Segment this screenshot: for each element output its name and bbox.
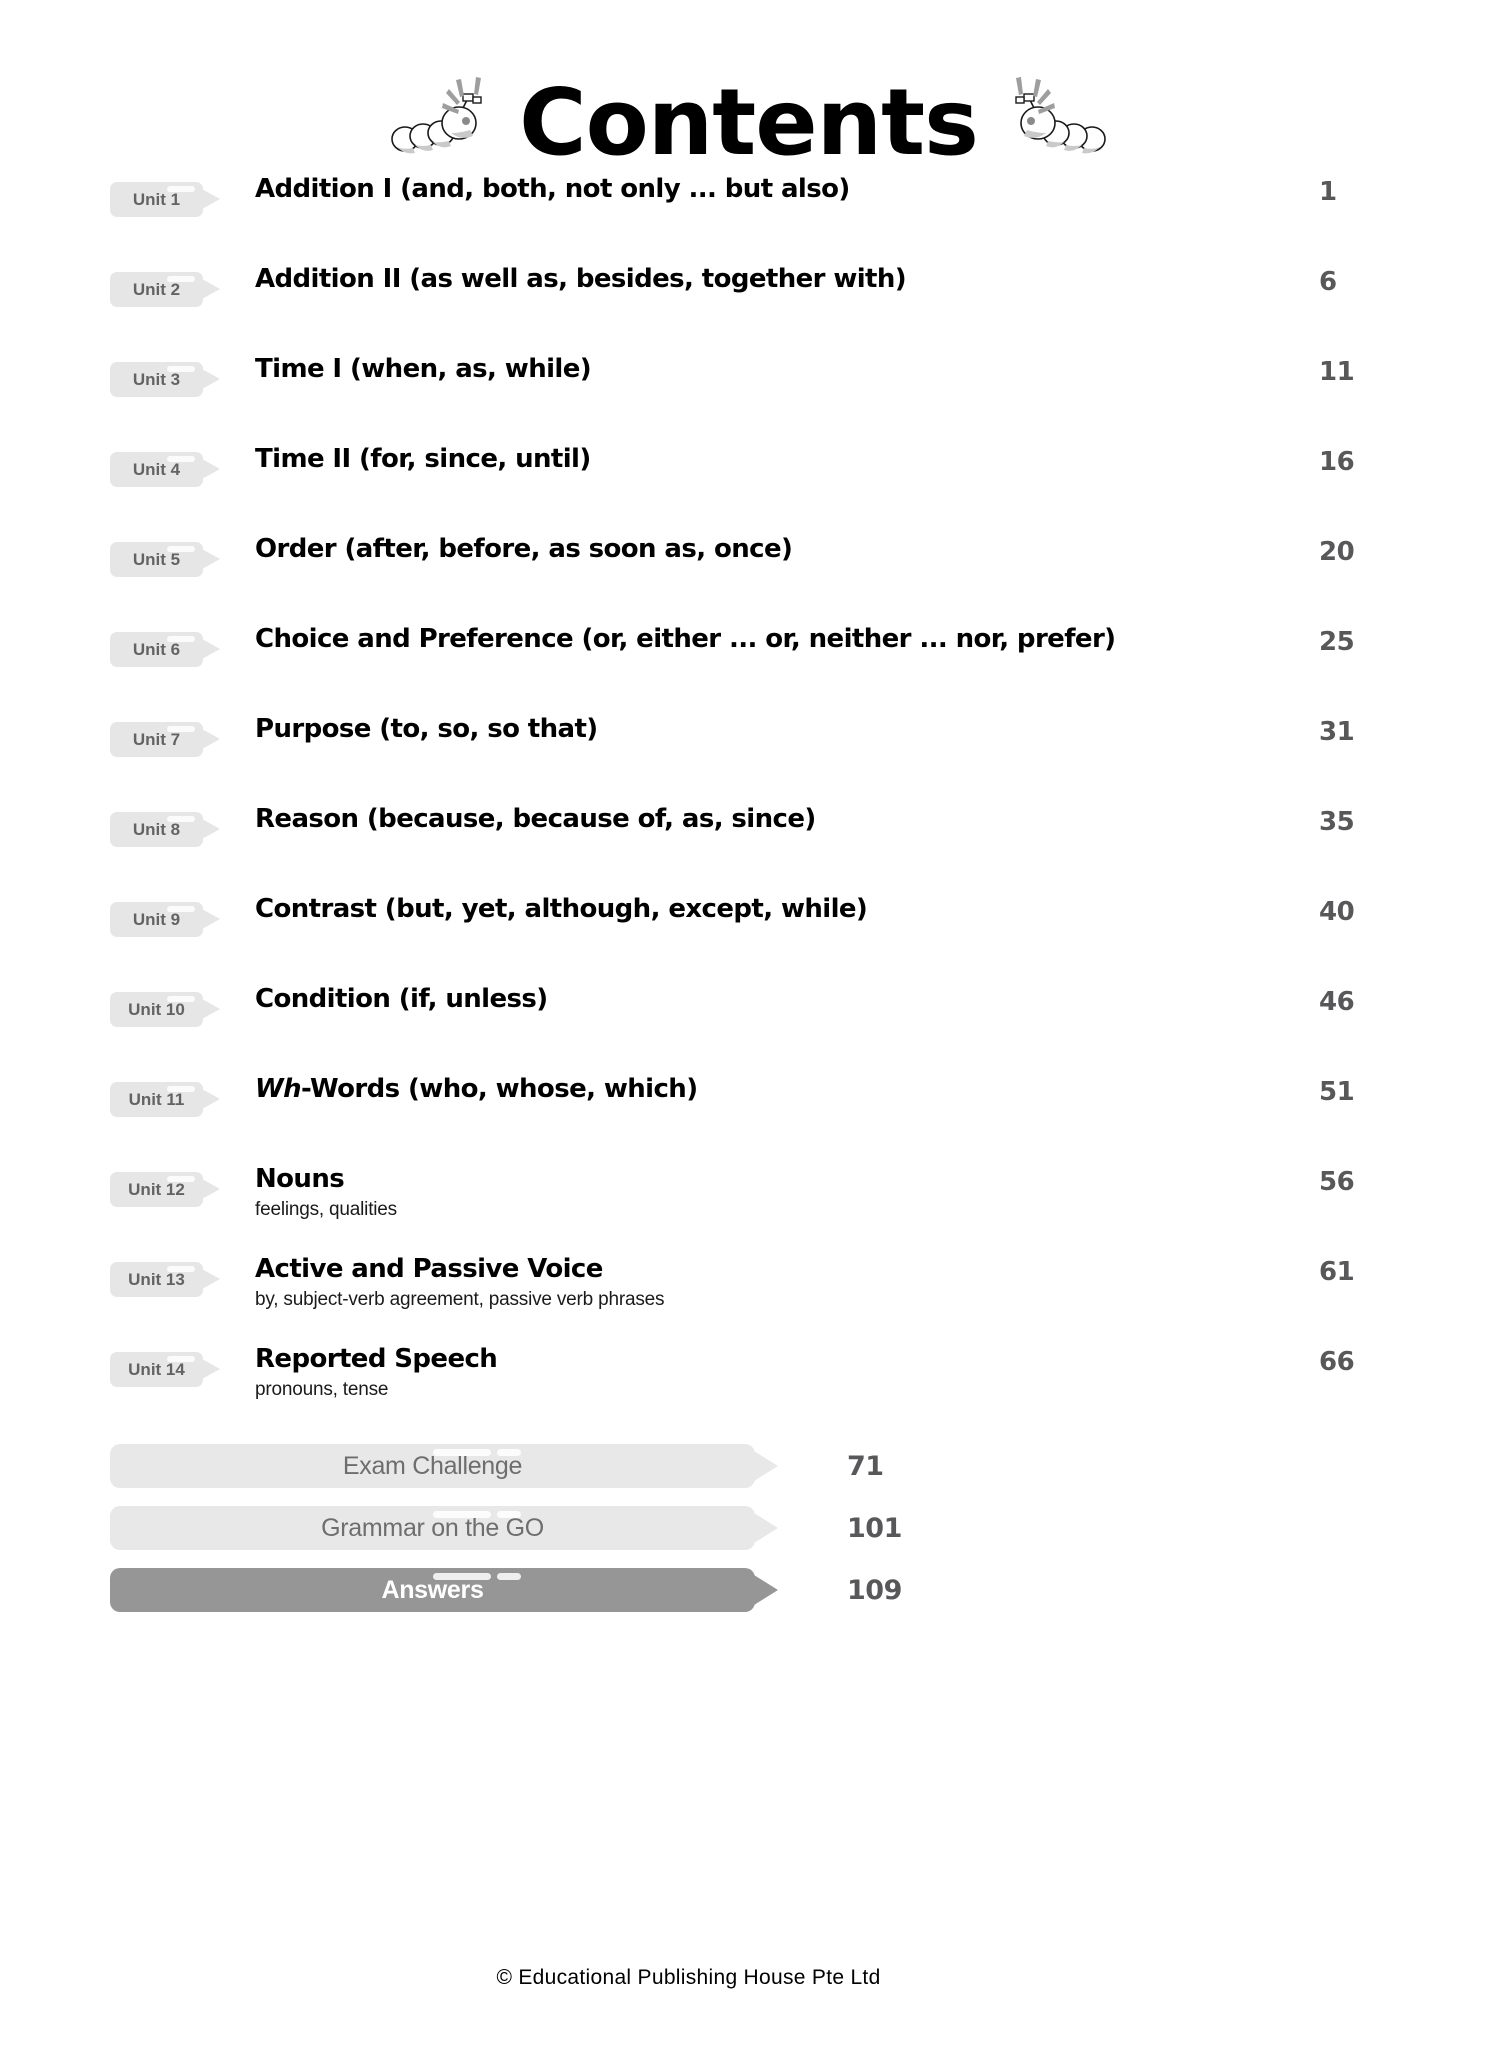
unit-badge [110, 1172, 203, 1207]
toc-page-cell [1267, 355, 1417, 387]
unit-badge-label: Unit 1 [132, 189, 181, 209]
toc-page-number: 35 [1319, 807, 1355, 837]
unit-badge-cell [110, 175, 255, 217]
unit-badge-label: Unit 11 [128, 1089, 185, 1109]
toc-page-cell [1267, 175, 1417, 207]
toc-entry-title: Active and Passive Voice [255, 1254, 603, 1284]
section-row-grammar-on-the-go[interactable] [0, 1497, 1497, 1559]
unit-badge-cell [110, 265, 255, 307]
unit-badge-cell [110, 355, 255, 397]
unit-badge-cell [110, 805, 255, 847]
unit-badge-label: Unit 8 [132, 819, 181, 839]
toc-page-number: 40 [1319, 897, 1355, 927]
unit-badge-label: Unit 6 [132, 639, 181, 659]
toc-page-cell [1267, 445, 1417, 477]
toc-row[interactable] [0, 265, 1497, 355]
toc-row[interactable] [0, 625, 1497, 715]
toc-page-number: 56 [1319, 1167, 1355, 1197]
toc-row[interactable] [0, 1255, 1497, 1345]
section-page-cell [810, 1575, 902, 1606]
section-page-number: 101 [847, 1512, 902, 1544]
toc-entry-title: Time I (when, as, while) [255, 354, 592, 384]
unit-badge [110, 542, 203, 577]
toc-row[interactable] [0, 715, 1497, 805]
unit-badge [110, 902, 203, 937]
unit-badge-cell [110, 985, 255, 1027]
section-page-cell [810, 1513, 902, 1544]
caterpillar-right-icon [1004, 67, 1114, 167]
toc-entry-title [255, 1075, 1267, 1105]
unit-badge [110, 1082, 203, 1117]
section-page-number: 71 [847, 1450, 884, 1482]
section-row-exam-challenge[interactable] [0, 1435, 1497, 1497]
unit-badge [110, 812, 203, 847]
toc-page-cell [1267, 895, 1417, 927]
unit-badge-label: Unit 14 [128, 1359, 185, 1379]
toc-text-cell [255, 1345, 1267, 1403]
toc-row[interactable] [0, 895, 1497, 985]
unit-badge-cell [110, 895, 255, 937]
toc-row[interactable] [0, 1075, 1497, 1165]
toc-text-cell [255, 805, 1267, 835]
toc-entry-title: Addition II (as well as, besides, together with) [255, 264, 907, 294]
unit-badge-cell [110, 445, 255, 487]
toc-page-cell [1267, 265, 1417, 297]
toc-text-cell [255, 1075, 1267, 1105]
toc-entry-title-rest: -Words (who, whose, which) [301, 1074, 698, 1104]
unit-badge-cell [110, 625, 255, 667]
unit-badge-cell [110, 715, 255, 757]
toc-entry-title: Order (after, before, as soon as, once) [255, 534, 793, 564]
toc-page-number: 6 [1319, 267, 1337, 297]
unit-badge-label: Unit 2 [132, 279, 181, 299]
toc-page-cell [1267, 1075, 1417, 1107]
toc-text-cell [255, 445, 1267, 475]
page-header [0, 0, 1497, 175]
toc-page-number: 61 [1319, 1257, 1355, 1287]
table-of-contents [0, 175, 1497, 1621]
toc-text-cell [255, 355, 1267, 385]
toc-entry-title-italic: Wh [255, 1074, 301, 1104]
section-bar-label: Grammar on the GO [321, 1513, 544, 1542]
toc-row[interactable] [0, 805, 1497, 895]
unit-badge [110, 1262, 203, 1297]
toc-page-number: 1 [1319, 177, 1337, 207]
section-bar-cell [110, 1444, 810, 1488]
toc-row[interactable] [0, 1165, 1497, 1255]
unit-badge [110, 182, 203, 217]
unit-badge-label: Unit 10 [128, 999, 185, 1019]
copyright-text: © Educational Publishing House Pte Ltd [496, 1966, 881, 1989]
section-bar-cell [110, 1506, 810, 1550]
unit-badge-cell [110, 1165, 255, 1207]
unit-badge-cell [110, 1345, 255, 1387]
unit-badge-label: Unit 3 [132, 369, 181, 389]
unit-badge [110, 992, 203, 1027]
unit-badge [110, 272, 203, 307]
unit-badge-label: Unit 4 [132, 459, 181, 479]
toc-page-number: 51 [1319, 1077, 1355, 1107]
toc-entry-title: Purpose (to, so, so that) [255, 714, 598, 744]
section-bar[interactable] [110, 1568, 755, 1612]
bar-gloss-secondary [497, 1573, 521, 1580]
unit-badge [110, 722, 203, 757]
toc-entry-title: Choice and Preference (or, either ... or, neither ... nor, prefer) [255, 624, 1116, 654]
toc-page-cell [1267, 1165, 1417, 1197]
caterpillar-left-icon [383, 67, 493, 167]
toc-text-cell [255, 175, 1267, 205]
toc-entry-title: Reason (because, because of, as, since) [255, 804, 816, 834]
toc-page-cell [1267, 625, 1417, 657]
toc-page-cell [1267, 1345, 1417, 1377]
toc-text-cell [255, 535, 1267, 565]
toc-entry-subtitle: feelings, qualities [255, 1198, 397, 1220]
toc-text-cell [255, 715, 1267, 745]
toc-page-cell [1267, 805, 1417, 837]
section-bar[interactable] [110, 1506, 755, 1550]
toc-entry-title: Contrast (but, yet, although, except, while) [255, 894, 868, 924]
toc-entry-title: Nouns [255, 1164, 345, 1194]
unit-badge [110, 1352, 203, 1387]
toc-row[interactable] [0, 445, 1497, 535]
toc-page-number: 46 [1319, 987, 1355, 1017]
toc-row[interactable] [0, 535, 1497, 625]
toc-entry-subtitle: pronouns, tense [255, 1378, 389, 1400]
unit-badge-label: Unit 12 [128, 1179, 185, 1199]
unit-badge-cell [110, 1255, 255, 1297]
toc-text-cell [255, 1165, 1267, 1223]
unit-badge-label: Unit 9 [132, 909, 181, 929]
section-bar-label: Exam Challenge [342, 1451, 523, 1480]
toc-page-number: 11 [1319, 357, 1355, 387]
unit-badge [110, 362, 203, 397]
section-page-number: 109 [847, 1574, 902, 1606]
toc-entry-subtitle: by, subject-verb agreement, passive verb phrases [255, 1288, 665, 1310]
unit-badge [110, 632, 203, 667]
toc-text-cell [255, 625, 1267, 655]
toc-page-cell [1267, 715, 1417, 747]
toc-page-cell [1267, 1255, 1417, 1287]
toc-text-cell [255, 895, 1267, 925]
toc-entry-title: Reported Speech [255, 1344, 498, 1374]
toc-page-cell [1267, 535, 1417, 567]
section-row-answers[interactable] [0, 1559, 1497, 1621]
unit-badge-cell [110, 535, 255, 577]
toc-page-number: 66 [1319, 1347, 1355, 1377]
toc-row[interactable] [0, 985, 1497, 1075]
toc-entry-title: Addition I (and, both, not only ... but also) [255, 174, 850, 204]
section-bar[interactable] [110, 1444, 755, 1488]
toc-entry-title: Time II (for, since, until) [255, 444, 591, 474]
toc-row[interactable] [0, 175, 1497, 265]
toc-page-cell [1267, 985, 1417, 1017]
page-title: Contents [519, 69, 978, 176]
unit-badge-label: Unit 13 [128, 1269, 185, 1289]
toc-page-number: 16 [1319, 447, 1355, 477]
toc-text-cell [255, 265, 1267, 295]
toc-text-cell [255, 1255, 1267, 1313]
section-bar-cell [110, 1568, 810, 1612]
toc-row[interactable] [0, 1345, 1497, 1435]
toc-entry-title: Condition (if, unless) [255, 984, 548, 1014]
unit-badge-label: Unit 7 [132, 729, 181, 749]
unit-badge-cell [110, 1075, 255, 1117]
toc-page-number: 31 [1319, 717, 1355, 747]
section-bar-label: Answers [381, 1575, 484, 1604]
toc-page-number: 20 [1319, 537, 1355, 567]
page-footer [0, 1966, 1497, 1990]
toc-row[interactable] [0, 355, 1497, 445]
toc-text-cell [255, 985, 1267, 1015]
unit-badge-label: Unit 5 [132, 549, 181, 569]
section-page-cell [810, 1451, 884, 1482]
unit-badge [110, 452, 203, 487]
toc-page-number: 25 [1319, 627, 1355, 657]
